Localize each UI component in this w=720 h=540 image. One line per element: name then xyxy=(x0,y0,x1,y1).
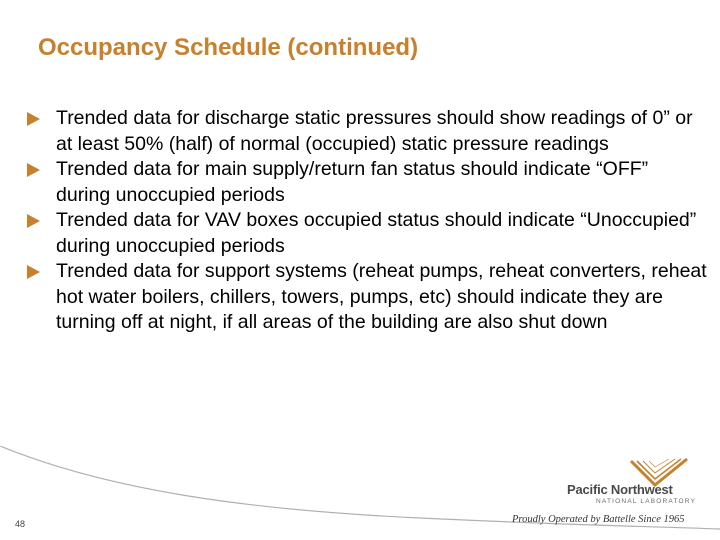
bullet-text: Trended data for support systems (reheat pumps, reheat converters, reheat hot water boilers, chillers, towers, pumps, etc) should indicate they are turning off at night, if all areas of the building are also shut down xyxy=(56,260,707,333)
bullet-item xyxy=(27,208,707,259)
bullet-text: Trended data for main supply/return fan status should indicate “OFF” during unoccupied periods xyxy=(56,158,649,206)
bullet-item xyxy=(27,157,707,208)
org-name: Pacific Northwest xyxy=(567,482,673,497)
bullet-item xyxy=(27,106,707,157)
bullet-list xyxy=(27,106,707,336)
triangle-right-icon xyxy=(27,163,40,177)
page-number: 48 xyxy=(15,519,26,529)
triangle-right-icon xyxy=(27,265,40,279)
bullet-item xyxy=(27,259,707,336)
bullet-text: Trended data for discharge static pressures should show readings of 0” or at least 50% (half) of normal (occupied) static pressure readings xyxy=(56,107,693,155)
slide-title: Occupancy Schedule (continued) xyxy=(38,34,419,61)
tagline: Proudly Operated by Battelle Since 1965 xyxy=(512,514,685,525)
triangle-right-icon xyxy=(27,112,40,126)
triangle-right-icon xyxy=(27,214,40,228)
org-subtitle: NATIONAL LABORATORY xyxy=(596,498,697,505)
bullet-text: Trended data for VAV boxes occupied status should indicate “Unoccupied” during unoccupied periods xyxy=(56,209,697,257)
